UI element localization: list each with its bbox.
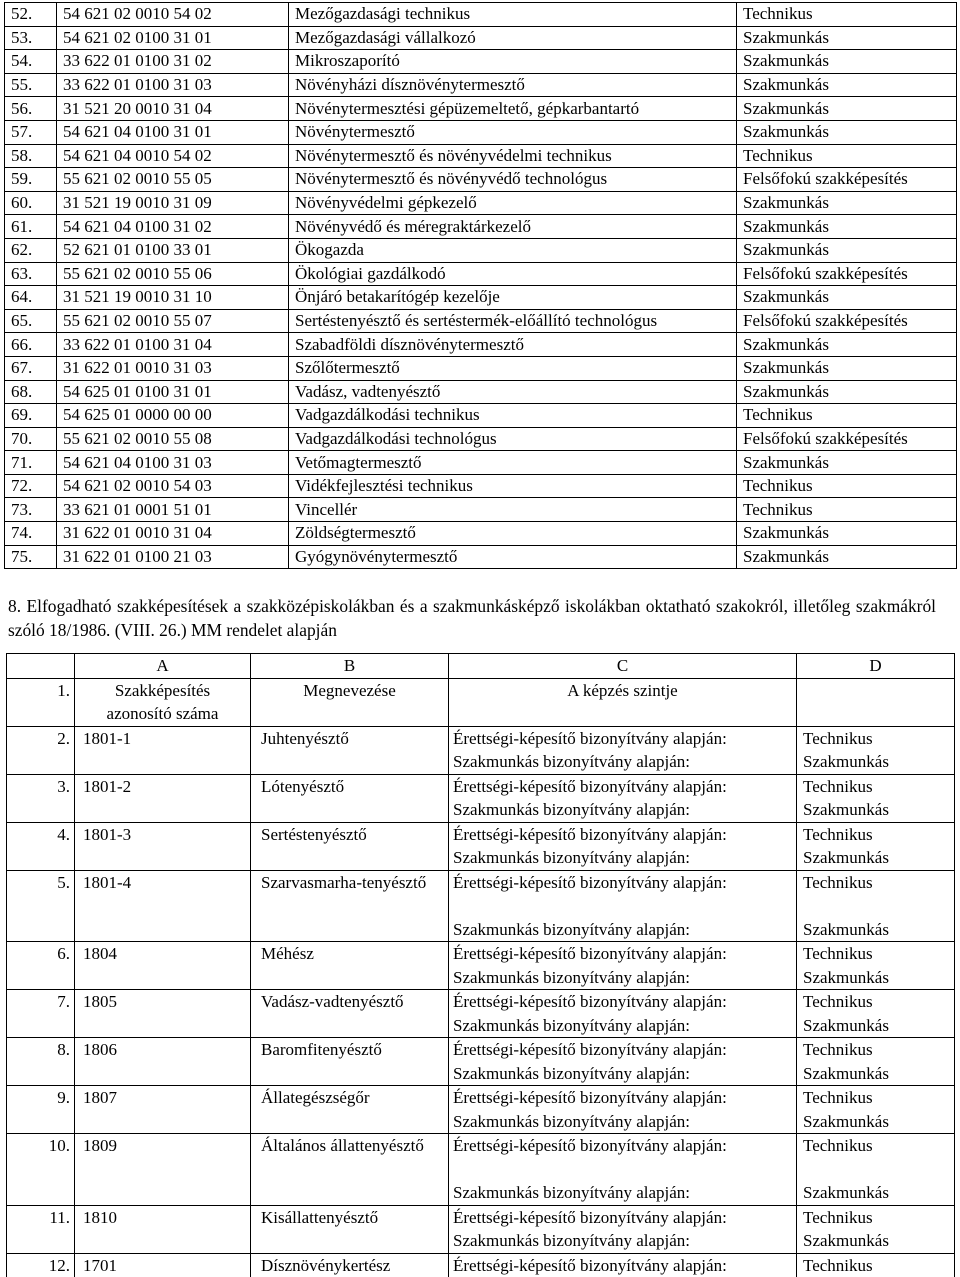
basis-erettsegi: Érettségi-képesítő bizonyítvány alapján: [453, 727, 796, 751]
record-name: Sertéstenyésztő [251, 822, 449, 870]
table-row [5, 168, 957, 192]
qualification-level: Szakmunkás [737, 333, 957, 357]
qualification-code: 33 622 01 0100 31 04 [57, 333, 289, 357]
qualification-name: Növénytermesztő és növényvédő technológus [289, 168, 737, 192]
row-number: 53. [5, 26, 57, 50]
qualification-code: 31 521 19 0010 31 09 [57, 191, 289, 215]
qualification-code: 54 621 02 0100 31 01 [57, 26, 289, 50]
result-szakmunkas: Szakmunkás [803, 966, 954, 990]
accepted-qualifications-body [7, 654, 955, 1277]
qualification-name: Vadász, vadtenyésztő [289, 380, 737, 404]
qualification-level: Szakmunkás [737, 451, 957, 475]
spacer [803, 894, 954, 918]
result-technikus: Technikus [803, 990, 954, 1014]
qualification-level: Felsőfokú szakképesítés [737, 262, 957, 286]
result-technikus: Technikus [803, 1134, 954, 1158]
row-number: 68. [5, 380, 57, 404]
basis-erettsegi: Érettségi-képesítő bizonyítvány alapján: [453, 1038, 796, 1062]
row-number: 60. [5, 191, 57, 215]
qualification-code: 33 622 01 0100 31 02 [57, 50, 289, 74]
basis-szakmunkas: Szakmunkás bizonyítvány alapján: [453, 918, 796, 942]
record-result [797, 1253, 955, 1277]
basis-erettsegi: Érettségi-képesítő bizonyítvány alapján: [453, 775, 796, 799]
table-row [5, 120, 957, 144]
qualification-code: 55 621 02 0010 55 05 [57, 168, 289, 192]
row-number: 73. [5, 498, 57, 522]
record-number: 10. [7, 1134, 75, 1206]
record-name: Lótenyésztő [251, 774, 449, 822]
record-number: 6. [7, 942, 75, 990]
qualification-name: Zöldségtermesztő [289, 522, 737, 546]
row-number: 66. [5, 333, 57, 357]
table-row [5, 215, 957, 239]
row-number: 69. [5, 404, 57, 428]
record-code: 1805 [75, 990, 251, 1038]
table-row [5, 191, 957, 215]
qualification-level: Felsőfokú szakképesítés [737, 168, 957, 192]
col-letter-d: D [797, 654, 955, 679]
basis-erettsegi: Érettségi-képesítő bizonyítvány alapján: [453, 1134, 796, 1158]
qualification-code: 33 621 01 0001 51 01 [57, 498, 289, 522]
record-row [7, 1205, 955, 1253]
qualification-name: Növényházi dísznövénytermesztő [289, 73, 737, 97]
basis-erettsegi: Érettségi-képesítő bizonyítvány alapján: [453, 823, 796, 847]
basis-szakmunkas: Szakmunkás bizonyítvány alapján: [453, 798, 796, 822]
record-row [7, 1134, 955, 1206]
qualification-code: 54 621 02 0010 54 02 [57, 3, 289, 27]
record-code: 1809 [75, 1134, 251, 1206]
row-number: 52. [5, 3, 57, 27]
record-result [797, 990, 955, 1038]
record-result [797, 1134, 955, 1206]
basis-szakmunkas: Szakmunkás bizonyítvány alapján: [453, 846, 796, 870]
corner-cell [7, 654, 75, 679]
qualification-level: Szakmunkás [737, 120, 957, 144]
table-row [5, 309, 957, 333]
record-name: Kisállattenyésztő [251, 1205, 449, 1253]
qualification-level: Szakmunkás [737, 545, 957, 569]
row-number: 54. [5, 50, 57, 74]
record-number: 3. [7, 774, 75, 822]
record-name: Baromfitenyésztő [251, 1038, 449, 1086]
record-result [797, 1086, 955, 1134]
qualification-code: 54 621 04 0010 54 02 [57, 144, 289, 168]
qualification-level: Felsőfokú szakképesítés [737, 309, 957, 333]
record-number: 8. [7, 1038, 75, 1086]
record-code: 1801-1 [75, 726, 251, 774]
record-basis [449, 774, 797, 822]
qualification-code: 54 621 04 0100 31 02 [57, 215, 289, 239]
record-number: 4. [7, 822, 75, 870]
qualifications-table [4, 2, 957, 569]
basis-erettsegi: Érettségi-képesítő bizonyítvány alapján: [453, 942, 796, 966]
header-code [75, 678, 251, 726]
result-technikus: Technikus [803, 775, 954, 799]
result-szakmunkas: Szakmunkás [803, 1229, 954, 1253]
table-row [5, 50, 957, 74]
qualification-code: 55 621 02 0010 55 08 [57, 427, 289, 451]
record-result [797, 774, 955, 822]
qualification-level: Szakmunkás [737, 26, 957, 50]
qualification-name: Önjáró betakarítógép kezelője [289, 286, 737, 310]
qualification-level: Technikus [737, 498, 957, 522]
record-number: 2. [7, 726, 75, 774]
qualification-name: Gyógynövénytermesztő [289, 545, 737, 569]
basis-szakmunkas: Szakmunkás bizonyítvány alapján: [453, 1110, 796, 1134]
table-row [5, 333, 957, 357]
table-row [5, 238, 957, 262]
result-szakmunkas: Szakmunkás [803, 750, 954, 774]
qualification-code: 31 622 01 0010 31 04 [57, 522, 289, 546]
record-row [7, 822, 955, 870]
header-level: A képzés szintje [449, 678, 797, 726]
qualification-name: Szabadföldi dísznövénytermesztő [289, 333, 737, 357]
result-szakmunkas: Szakmunkás [803, 1110, 954, 1134]
qualification-code: 31 521 20 0010 31 04 [57, 97, 289, 121]
row-number: 64. [5, 286, 57, 310]
qualification-level: Technikus [737, 144, 957, 168]
result-technikus: Technikus [803, 871, 954, 895]
qualification-level: Szakmunkás [737, 238, 957, 262]
qualification-name: Vincellér [289, 498, 737, 522]
record-result [797, 726, 955, 774]
basis-szakmunkas: Szakmunkás bizonyítvány alapján: [453, 1014, 796, 1038]
basis-szakmunkas: Szakmunkás bizonyítvány alapján: [453, 1181, 796, 1205]
record-row [7, 774, 955, 822]
record-number: 5. [7, 870, 75, 942]
qualification-code: 54 621 02 0010 54 03 [57, 474, 289, 498]
qualification-code: 31 521 19 0010 31 10 [57, 286, 289, 310]
result-szakmunkas: Szakmunkás [803, 1014, 954, 1038]
basis-erettsegi: Érettségi-képesítő bizonyítvány alapján: [453, 1254, 796, 1277]
basis-erettsegi: Érettségi-képesítő bizonyítvány alapján: [453, 1206, 796, 1230]
qualification-name: Sertéstenyésztő és sertéstermék-előállító technológus [289, 309, 737, 333]
record-basis [449, 1134, 797, 1206]
row-number: 62. [5, 238, 57, 262]
record-result [797, 1205, 955, 1253]
qualification-name: Növénytermesztő [289, 120, 737, 144]
table-row [5, 545, 957, 569]
table-row [5, 286, 957, 310]
basis-erettsegi: Érettségi-képesítő bizonyítvány alapján: [453, 1086, 796, 1110]
record-code: 1801-2 [75, 774, 251, 822]
qualification-level: Szakmunkás [737, 522, 957, 546]
result-szakmunkas: Szakmunkás [803, 1062, 954, 1086]
record-basis [449, 822, 797, 870]
record-code: 1804 [75, 942, 251, 990]
record-result [797, 942, 955, 990]
row-number: 65. [5, 309, 57, 333]
section-heading: 8. Elfogadható szakképesítések a szakközépiskolákban és a szakmunkásképző iskolákban oktatható szakokról, illetőleg szakmákról szóló 18/1986. (VIII. 26.) MM rendelet alapján [8, 594, 936, 642]
qualification-name: Vidékfejlesztési technikus [289, 474, 737, 498]
result-technikus: Technikus [803, 1254, 954, 1277]
qualification-code: 54 625 01 0100 31 01 [57, 380, 289, 404]
basis-erettsegi: Érettségi-képesítő bizonyítvány alapján: [453, 990, 796, 1014]
qualification-level: Technikus [737, 474, 957, 498]
qualification-name: Vadgazdálkodási technológus [289, 427, 737, 451]
table-row [5, 451, 957, 475]
record-basis [449, 1038, 797, 1086]
table-row [5, 3, 957, 27]
record-number: 9. [7, 1086, 75, 1134]
qualification-level: Szakmunkás [737, 356, 957, 380]
row-number: 61. [5, 215, 57, 239]
header-code-line1: Szakképesítés [75, 679, 250, 703]
qualification-name: Vadgazdálkodási technikus [289, 404, 737, 428]
qualification-code: 54 625 01 0000 00 00 [57, 404, 289, 428]
record-row [7, 1038, 955, 1086]
row-number: 55. [5, 73, 57, 97]
table-row [5, 26, 957, 50]
record-code: 1807 [75, 1086, 251, 1134]
record-basis [449, 726, 797, 774]
qualification-code: 55 621 02 0010 55 06 [57, 262, 289, 286]
record-row [7, 870, 955, 942]
qualification-name: Mezőgazdasági technikus [289, 3, 737, 27]
table-row [5, 144, 957, 168]
spacer [803, 1158, 954, 1182]
qualification-name: Növényvédő és méregraktárkezelő [289, 215, 737, 239]
qualification-name: Ökológiai gazdálkodó [289, 262, 737, 286]
qualification-level: Szakmunkás [737, 380, 957, 404]
qualification-level: Szakmunkás [737, 97, 957, 121]
row-number: 56. [5, 97, 57, 121]
row-number: 63. [5, 262, 57, 286]
col-letter-c: C [449, 654, 797, 679]
table-row [5, 427, 957, 451]
table-row [5, 474, 957, 498]
record-code: 1801-3 [75, 822, 251, 870]
result-szakmunkas: Szakmunkás [803, 1181, 954, 1205]
result-technikus: Technikus [803, 1206, 954, 1230]
qualification-code: 54 621 04 0100 31 03 [57, 451, 289, 475]
qualification-level: Felsőfokú szakképesítés [737, 427, 957, 451]
record-name: Méhész [251, 942, 449, 990]
record-row [7, 1253, 955, 1277]
record-basis [449, 1253, 797, 1277]
spacer [453, 1158, 796, 1182]
qualification-level: Technikus [737, 3, 957, 27]
qualification-name: Növénytermesztési gépüzemeltető, gépkarbantartó [289, 97, 737, 121]
table-row [5, 522, 957, 546]
col-letter-b: B [251, 654, 449, 679]
header-name: Megnevezése [251, 678, 449, 726]
result-technikus: Technikus [803, 1038, 954, 1062]
record-result [797, 870, 955, 942]
result-szakmunkas: Szakmunkás [803, 846, 954, 870]
qualification-code: 33 622 01 0100 31 03 [57, 73, 289, 97]
qualification-name: Mikroszaporító [289, 50, 737, 74]
row-number: 57. [5, 120, 57, 144]
qualification-name: Mezőgazdasági vállalkozó [289, 26, 737, 50]
row-number: 75. [5, 545, 57, 569]
result-szakmunkas: Szakmunkás [803, 918, 954, 942]
record-name: Dísznövénykertész [251, 1253, 449, 1277]
qualification-code: 54 621 04 0100 31 01 [57, 120, 289, 144]
row-number: 72. [5, 474, 57, 498]
qualifications-table-body [5, 3, 957, 569]
record-number: 7. [7, 990, 75, 1038]
qualification-name: Növénytermesztő és növényvédelmi technikus [289, 144, 737, 168]
column-letter-row [7, 654, 955, 679]
table-row [5, 356, 957, 380]
qualification-level: Szakmunkás [737, 286, 957, 310]
basis-szakmunkas: Szakmunkás bizonyítvány alapján: [453, 1062, 796, 1086]
qualification-level: Szakmunkás [737, 215, 957, 239]
qualification-name: Vetőmagtermesztő [289, 451, 737, 475]
record-code: 1801-4 [75, 870, 251, 942]
qualification-code: 31 622 01 0010 31 03 [57, 356, 289, 380]
qualification-name: Ökogazda [289, 238, 737, 262]
header-row-number: 1. [7, 678, 75, 726]
qualification-level: Szakmunkás [737, 73, 957, 97]
result-szakmunkas: Szakmunkás [803, 798, 954, 822]
record-name: Vadász-vadtenyésztő [251, 990, 449, 1038]
header-blank [797, 678, 955, 726]
record-code: 1806 [75, 1038, 251, 1086]
row-number: 59. [5, 168, 57, 192]
record-number: 12. [7, 1253, 75, 1277]
table-row [5, 262, 957, 286]
record-name: Szarvasmarha-tenyésztő [251, 870, 449, 942]
qualification-name: Növényvédelmi gépkezelő [289, 191, 737, 215]
result-technikus: Technikus [803, 1086, 954, 1110]
record-row [7, 726, 955, 774]
record-basis [449, 870, 797, 942]
qualification-code: 55 621 02 0010 55 07 [57, 309, 289, 333]
record-name: Általános állattenyésztő [251, 1134, 449, 1206]
basis-szakmunkas: Szakmunkás bizonyítvány alapján: [453, 966, 796, 990]
record-basis [449, 1205, 797, 1253]
row-number: 70. [5, 427, 57, 451]
record-name: Állategészségőr [251, 1086, 449, 1134]
qualification-name: Szőlőtermesztő [289, 356, 737, 380]
record-name: Juhtenyésztő [251, 726, 449, 774]
qualification-code: 52 621 01 0100 33 01 [57, 238, 289, 262]
result-technikus: Technikus [803, 942, 954, 966]
row-number: 74. [5, 522, 57, 546]
row-number: 58. [5, 144, 57, 168]
record-result [797, 822, 955, 870]
table-row [5, 498, 957, 522]
record-basis [449, 990, 797, 1038]
basis-szakmunkas: Szakmunkás bizonyítvány alapján: [453, 1229, 796, 1253]
header-row [7, 678, 955, 726]
row-number: 71. [5, 451, 57, 475]
col-letter-a: A [75, 654, 251, 679]
record-basis [449, 942, 797, 990]
record-row [7, 1086, 955, 1134]
spacer [453, 894, 796, 918]
accepted-qualifications-table [6, 653, 955, 1277]
table-row [5, 404, 957, 428]
qualification-level: Technikus [737, 404, 957, 428]
record-basis [449, 1086, 797, 1134]
qualification-level: Szakmunkás [737, 50, 957, 74]
basis-szakmunkas: Szakmunkás bizonyítvány alapján: [453, 750, 796, 774]
record-code: 1701 [75, 1253, 251, 1277]
record-code: 1810 [75, 1205, 251, 1253]
result-technikus: Technikus [803, 727, 954, 751]
basis-erettsegi: Érettségi-képesítő bizonyítvány alapján: [453, 871, 796, 895]
record-row [7, 990, 955, 1038]
qualification-code: 31 622 01 0100 21 03 [57, 545, 289, 569]
record-row [7, 942, 955, 990]
record-result [797, 1038, 955, 1086]
record-number: 11. [7, 1205, 75, 1253]
row-number: 67. [5, 356, 57, 380]
table-row [5, 73, 957, 97]
table-row [5, 97, 957, 121]
header-code-line2: azonosító száma [75, 702, 250, 726]
result-technikus: Technikus [803, 823, 954, 847]
table-row [5, 380, 957, 404]
qualification-level: Szakmunkás [737, 191, 957, 215]
